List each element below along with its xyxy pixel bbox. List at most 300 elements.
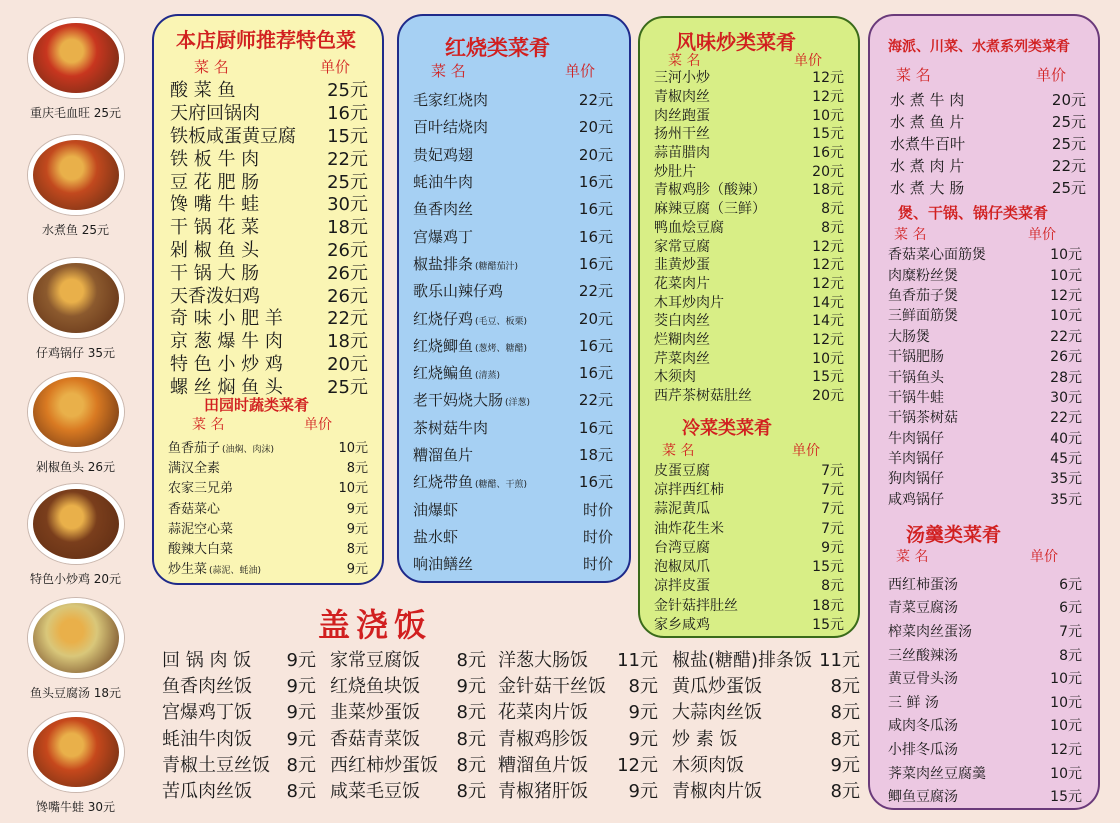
dish-photo-card bbox=[8, 135, 143, 238]
menu-item-name-text: 干锅牛蛙 bbox=[888, 389, 944, 406]
menu-item-price: 9元 bbox=[286, 676, 316, 698]
menu-item-name-text: 金针菇干丝饭 bbox=[498, 676, 606, 698]
menu-item-name bbox=[413, 444, 473, 465]
menu-item-price: 10元 bbox=[812, 350, 844, 367]
menu-item-name bbox=[654, 366, 696, 386]
menu-item-name-text: 青椒猪肝饭 bbox=[498, 781, 588, 803]
menu-item bbox=[162, 646, 316, 672]
menu-item bbox=[330, 777, 486, 803]
menu-item-name bbox=[413, 526, 458, 547]
dish-photo bbox=[28, 18, 124, 98]
menu-item-name-text: 糟溜鱼片饭 bbox=[498, 754, 588, 776]
menu-item-price: 8元 bbox=[628, 676, 658, 698]
menu-item-name-text: 牛肉锅仔 bbox=[888, 430, 944, 447]
menu-item-price: 10元 bbox=[1050, 247, 1082, 264]
menu-item bbox=[498, 751, 658, 777]
menu-item bbox=[162, 751, 316, 777]
menu-item-name-text: 泡椒凤爪 bbox=[654, 559, 710, 576]
menu-item-price: 7元 bbox=[821, 520, 844, 537]
menu-item-price: 16元 bbox=[578, 200, 613, 219]
sichuan-panel bbox=[868, 14, 1100, 810]
menu-item bbox=[498, 725, 658, 751]
soup-name-header: 菜 名 bbox=[896, 549, 929, 565]
col-price-header: 单价 bbox=[794, 53, 822, 69]
menu-item bbox=[888, 468, 1082, 488]
panel-title: 风味炒类菜肴 bbox=[676, 30, 796, 54]
menu-item-price: 10元 bbox=[1050, 308, 1082, 325]
menu-item-price: 10元 bbox=[812, 107, 844, 124]
menu-item bbox=[888, 489, 1082, 509]
menu-item-price: 16元 bbox=[578, 473, 613, 492]
menu-item-name-text: 香菇菜心面筋煲 bbox=[888, 247, 986, 264]
menu-item-name bbox=[654, 86, 710, 106]
menu-item-price: 22元 bbox=[578, 282, 613, 301]
menu-item bbox=[654, 124, 844, 143]
menu-item-price: 26元 bbox=[327, 285, 368, 307]
menu-item-name-text: 毛家红烧肉 bbox=[413, 91, 489, 110]
menu-item-price: 9元 bbox=[346, 501, 368, 517]
menu-item-price: 14元 bbox=[812, 294, 844, 311]
menu-item-name bbox=[888, 285, 958, 305]
menu-item-price: 8元 bbox=[821, 201, 844, 218]
sub-price-header: 单价 bbox=[1028, 227, 1056, 243]
menu-item-name bbox=[890, 133, 965, 154]
menu-item bbox=[162, 777, 316, 803]
soup-section-title: 汤羹类菜肴 bbox=[906, 524, 1002, 546]
menu-item-price: 25元 bbox=[327, 376, 368, 398]
dish-photo bbox=[28, 372, 124, 452]
menu-item-name-text: 京 葱 爆 牛 肉 bbox=[170, 331, 283, 353]
menu-item-price: 15元 bbox=[812, 126, 844, 143]
menu-item-price: 22元 bbox=[1050, 328, 1082, 345]
menu-item-name-text: 铁板咸蛋黄豆腐 bbox=[170, 126, 296, 147]
dish-caption: 馋嘴牛蛙 30元 bbox=[35, 800, 116, 814]
menu-item-price: 8元 bbox=[456, 650, 486, 672]
menu-item-price: 16元 bbox=[578, 227, 613, 246]
menu-item-name-text: 榨菜肉丝蛋汤 bbox=[888, 623, 972, 640]
menu-item-name bbox=[654, 348, 710, 368]
dish-caption: 仔鸡锅仔 35元 bbox=[35, 346, 116, 360]
menu-item-name bbox=[162, 646, 251, 672]
menu-item-name-text: 干锅鱼头 bbox=[888, 369, 944, 386]
menu-item bbox=[654, 367, 844, 386]
menu-item bbox=[888, 305, 1082, 325]
menu-item bbox=[162, 672, 316, 698]
menu-item-price: 15元 bbox=[1050, 789, 1082, 806]
dish-photo bbox=[28, 484, 124, 564]
menu-item bbox=[170, 192, 368, 215]
menu-item-name bbox=[413, 226, 473, 247]
menu-item-name-text: 特 色 小 炒 鸡 bbox=[170, 353, 283, 375]
sub-price-header: 单价 bbox=[304, 417, 332, 433]
menu-item bbox=[890, 176, 1086, 198]
menu-item bbox=[672, 646, 860, 672]
menu-item-price: 22元 bbox=[327, 308, 368, 330]
menu-item-price: 8元 bbox=[286, 754, 316, 776]
menu-item-name-text: 红烧鱼块饭 bbox=[330, 676, 420, 698]
menu-item-name-text: 红烧仔鸡 bbox=[413, 309, 474, 328]
menu-item-name bbox=[168, 437, 274, 456]
menu-item-price: 22元 bbox=[1050, 410, 1082, 427]
menu-item-price: 16元 bbox=[812, 145, 844, 162]
menu-item-name bbox=[654, 105, 710, 125]
menu-item-name-text: 水煮牛百叶 bbox=[890, 134, 966, 153]
menu-item-price: 10元 bbox=[1050, 671, 1082, 688]
menu-item bbox=[654, 556, 844, 575]
menu-item bbox=[888, 326, 1082, 346]
menu-item bbox=[654, 143, 844, 162]
pot-section-title: 煲、干锅、锅仔类菜肴 bbox=[898, 204, 1049, 222]
menu-item-name bbox=[888, 326, 930, 346]
menu-item-price: 12元 bbox=[812, 257, 844, 274]
menu-item-name-text: 盐水虾 bbox=[413, 527, 459, 546]
menu-item bbox=[672, 672, 860, 698]
menu-item-name-text: 肉丝跑蛋 bbox=[654, 107, 710, 124]
menu-item-price: 22元 bbox=[327, 148, 368, 170]
menu-item-name-text: 油爆虾 bbox=[413, 500, 459, 519]
menu-item-name-text: 肉糜粉丝煲 bbox=[888, 267, 958, 284]
menu-item-name bbox=[330, 698, 420, 724]
menu-item-name bbox=[413, 417, 488, 438]
menu-item bbox=[888, 619, 1082, 643]
menu-item-price: 30元 bbox=[327, 194, 368, 216]
soup-price-header: 单价 bbox=[1030, 549, 1058, 565]
menu-item bbox=[413, 304, 613, 331]
menu-item bbox=[498, 672, 658, 698]
menu-item-note: (毛豆、板栗) bbox=[475, 316, 528, 327]
menu-item-price: 9元 bbox=[286, 702, 316, 724]
menu-item-name bbox=[888, 387, 944, 407]
menu-item-price: 8元 bbox=[1059, 647, 1082, 664]
menu-item-name bbox=[888, 346, 944, 366]
col-name-header: 菜 名 bbox=[431, 62, 466, 80]
menu-item bbox=[654, 518, 844, 537]
menu-item bbox=[170, 215, 368, 238]
menu-item bbox=[168, 456, 368, 476]
cold-dish-section-title: 冷菜类菜肴 bbox=[682, 418, 772, 439]
dish-caption: 剁椒鱼头 26元 bbox=[35, 460, 116, 474]
menu-item-name bbox=[162, 672, 252, 698]
menu-item-name bbox=[888, 668, 958, 688]
menu-item-price: 8元 bbox=[346, 542, 368, 558]
menu-item-name bbox=[413, 308, 527, 329]
menu-item-name bbox=[672, 672, 762, 698]
menu-item-price: 35元 bbox=[1050, 471, 1082, 488]
menu-item-price: 8元 bbox=[830, 781, 860, 803]
menu-item-name bbox=[654, 614, 710, 634]
menu-item bbox=[890, 132, 1086, 154]
menu-item-name bbox=[413, 89, 488, 110]
menu-item-name bbox=[672, 698, 762, 724]
menu-item bbox=[654, 499, 844, 518]
menu-item-price: 9元 bbox=[628, 702, 658, 724]
menu-item bbox=[170, 146, 368, 169]
menu-item-price: 12元 bbox=[812, 89, 844, 106]
menu-item-name bbox=[890, 155, 964, 176]
menu-item-name-text: 青椒鸡胗饭 bbox=[498, 728, 588, 750]
menu-item-price: 30元 bbox=[1050, 389, 1082, 406]
menu-item-price: 25元 bbox=[1051, 112, 1086, 131]
menu-item-name-text: 蒜泥黄瓜 bbox=[654, 501, 710, 518]
menu-item-name-text: 满汉全素 bbox=[168, 460, 221, 476]
menu-item-name-text: 歌乐山辣仔鸡 bbox=[413, 282, 504, 301]
menu-item-price: 18元 bbox=[327, 217, 368, 239]
menu-item-price: 8元 bbox=[456, 781, 486, 803]
menu-item-name bbox=[498, 777, 588, 803]
menu-item-price: 9元 bbox=[456, 676, 486, 698]
menu-item-price: 18元 bbox=[812, 597, 844, 614]
menu-item bbox=[654, 311, 844, 330]
menu-item bbox=[888, 572, 1082, 596]
menu-item bbox=[888, 448, 1082, 468]
menu-item-name-text: 木须肉饭 bbox=[672, 754, 744, 776]
menu-item-name-text: 水 煮 鱼 片 bbox=[890, 112, 965, 131]
menu-item-price: 10元 bbox=[1050, 718, 1082, 735]
braised-panel bbox=[397, 14, 631, 583]
menu-item bbox=[654, 348, 844, 367]
menu-item-price: 时价 bbox=[582, 500, 613, 519]
menu-item-price: 9元 bbox=[286, 728, 316, 750]
menu-item bbox=[330, 646, 486, 672]
menu-item-name-text: 花菜肉片 bbox=[654, 275, 710, 292]
menu-item bbox=[888, 428, 1082, 448]
menu-item-name bbox=[654, 518, 724, 538]
menu-item bbox=[170, 78, 368, 101]
menu-item-price: 12元 bbox=[812, 331, 844, 348]
menu-item-name bbox=[888, 448, 944, 468]
menu-item-name-text: 宫爆鸡丁饭 bbox=[162, 702, 252, 724]
menu-item bbox=[654, 460, 844, 479]
menu-item bbox=[888, 666, 1082, 690]
menu-item-name bbox=[654, 537, 710, 557]
menu-item bbox=[888, 264, 1082, 284]
menu-item bbox=[888, 366, 1082, 386]
menu-item-note: (葱烤、糖醋) bbox=[475, 343, 528, 354]
menu-item-price: 22元 bbox=[1051, 156, 1086, 175]
menu-item-name-text: 荠菜肉丝豆腐羹 bbox=[888, 765, 986, 782]
menu-item-price: 8元 bbox=[456, 702, 486, 724]
menu-item bbox=[654, 274, 844, 293]
menu-item bbox=[888, 346, 1082, 366]
menu-item-name-text: 馋 嘴 牛 蛙 bbox=[170, 194, 260, 216]
dish-photo-card bbox=[8, 712, 143, 815]
menu-item-name-text: 椒盐(糖醋)排条饭 bbox=[672, 650, 813, 672]
menu-item bbox=[498, 777, 658, 803]
menu-item-name-text: 茭白肉丝 bbox=[654, 313, 710, 330]
menu-item-name-text: 家常豆腐饭 bbox=[330, 650, 420, 672]
menu-item-name-text: 韭黄炒蛋 bbox=[654, 257, 710, 274]
col-price-header: 单价 bbox=[1036, 66, 1067, 84]
menu-item-name-text: 皮蛋豆腐 bbox=[654, 462, 710, 479]
dish-photo-card bbox=[8, 598, 143, 701]
menu-item-price: 15元 bbox=[812, 617, 844, 634]
menu-item-name bbox=[168, 518, 233, 537]
sub-price-header: 单价 bbox=[792, 443, 820, 459]
menu-item-price: 28元 bbox=[1050, 369, 1082, 386]
menu-item-name-text: 咸肉冬瓜汤 bbox=[888, 718, 958, 735]
menu-item-name-text: 百叶结烧肉 bbox=[413, 118, 489, 137]
menu-item-price: 45元 bbox=[1050, 451, 1082, 468]
menu-item-name-text: 扬州干丝 bbox=[654, 126, 710, 143]
menu-item-name bbox=[654, 292, 724, 312]
menu-item bbox=[170, 352, 368, 375]
menu-item-name-text: 凉拌皮蛋 bbox=[654, 578, 710, 595]
menu-item-name-text: 狗肉锅仔 bbox=[888, 471, 944, 488]
menu-item-name-text: 台湾豆腐 bbox=[654, 539, 710, 556]
menu-item bbox=[672, 777, 860, 803]
menu-item-price: 9元 bbox=[821, 539, 844, 556]
menu-item-price: 8元 bbox=[456, 728, 486, 750]
menu-item-name-text: 贵妃鸡翅 bbox=[413, 145, 474, 164]
dish-photo bbox=[28, 258, 124, 338]
menu-item-price: 26元 bbox=[1050, 349, 1082, 366]
menu-item-name-text: 鱼香茄子 bbox=[168, 440, 221, 456]
menu-item-name bbox=[330, 672, 420, 698]
dish-photo bbox=[28, 135, 124, 215]
menu-item-price: 25元 bbox=[327, 80, 368, 102]
menu-item bbox=[672, 698, 860, 724]
menu-item-name-text: 奇 味 小 肥 羊 bbox=[170, 308, 283, 330]
menu-item-name-text: 螺 丝 焖 鱼 头 bbox=[170, 376, 283, 398]
menu-item-price: 10元 bbox=[338, 481, 368, 497]
menu-item-name bbox=[888, 645, 958, 665]
menu-item bbox=[170, 124, 368, 147]
menu-item-price: 16元 bbox=[578, 173, 613, 192]
menu-item-price: 12元 bbox=[812, 275, 844, 292]
menu-item-name-text: 茶树菇牛肉 bbox=[413, 418, 489, 437]
menu-item bbox=[654, 87, 844, 106]
menu-item-name-text: 咸菜毛豆饭 bbox=[330, 781, 420, 803]
menu-item bbox=[890, 88, 1086, 110]
menu-item-name-text: 油炸花生米 bbox=[654, 520, 724, 537]
menu-item bbox=[413, 277, 613, 304]
menu-item-price: 9元 bbox=[286, 650, 316, 672]
menu-item-name bbox=[413, 253, 518, 274]
menu-item-price: 8元 bbox=[821, 578, 844, 595]
menu-item-name-text: 西红柿蛋汤 bbox=[888, 576, 958, 593]
menu-item-name bbox=[888, 763, 986, 783]
menu-item-name-text: 红烧带鱼 bbox=[413, 473, 474, 492]
menu-item-name-text: 金针菇拌肚丝 bbox=[654, 597, 738, 614]
menu-item-price: 时价 bbox=[582, 527, 613, 546]
menu-item bbox=[890, 154, 1086, 176]
menu-item-name bbox=[168, 457, 220, 476]
menu-item-price: 20元 bbox=[578, 309, 613, 328]
menu-item-name-text: 蒜苗腊肉 bbox=[654, 145, 710, 162]
dish-photo-card bbox=[8, 484, 143, 587]
menu-item bbox=[168, 517, 368, 537]
menu-item-name-text: 家乡咸鸡 bbox=[654, 617, 710, 634]
menu-item-name bbox=[888, 574, 958, 594]
menu-item-price: 8元 bbox=[346, 460, 368, 476]
menu-item-name-text: 水 煮 大 肠 bbox=[890, 178, 965, 197]
menu-item-name-text: 鸭血烩豆腐 bbox=[654, 219, 724, 236]
menu-item bbox=[888, 244, 1082, 264]
menu-item bbox=[654, 292, 844, 311]
menu-item bbox=[654, 68, 844, 87]
menu-item bbox=[672, 725, 860, 751]
menu-item-name bbox=[654, 198, 766, 218]
menu-item-price: 40元 bbox=[1050, 430, 1082, 447]
menu-item-name-text: 苦瓜肉丝饭 bbox=[162, 781, 252, 803]
menu-item-name-text: 鱼香茄子煲 bbox=[888, 287, 958, 304]
menu-item-name bbox=[654, 67, 710, 87]
menu-item bbox=[170, 101, 368, 124]
menu-item bbox=[654, 105, 844, 124]
menu-item-price: 8元 bbox=[456, 754, 486, 776]
menu-item bbox=[672, 751, 860, 777]
menu-item-name-text: 鲫鱼豆腐汤 bbox=[888, 789, 958, 806]
menu-item-name-text: 大肠煲 bbox=[888, 328, 930, 345]
menu-item-price: 14元 bbox=[812, 313, 844, 330]
dish-photo bbox=[28, 712, 124, 792]
menu-item-name bbox=[498, 751, 588, 777]
menu-item-name bbox=[672, 751, 744, 777]
dish-caption: 重庆毛血旺 25元 bbox=[29, 106, 122, 120]
menu-item-name-text: 韭菜炒蛋饭 bbox=[330, 702, 420, 724]
menu-item-price: 25元 bbox=[1051, 178, 1086, 197]
menu-item bbox=[170, 238, 368, 261]
menu-item-note: (蒜泥、蚝油) bbox=[209, 566, 262, 577]
menu-item bbox=[654, 236, 844, 255]
menu-item-name-text: 回 锅 肉 饭 bbox=[162, 650, 252, 672]
menu-item-name bbox=[888, 739, 958, 759]
menu-item bbox=[413, 86, 613, 113]
menu-item-note: (清蒸) bbox=[475, 371, 501, 382]
menu-item-price: 8元 bbox=[830, 702, 860, 724]
menu-item-price: 20元 bbox=[327, 353, 368, 375]
menu-item-name bbox=[654, 310, 710, 330]
menu-item-name-text: 炒生菜 bbox=[168, 562, 208, 578]
menu-item-name bbox=[888, 715, 958, 735]
menu-item-name bbox=[654, 123, 710, 143]
menu-item-name-text: 西红柿炒蛋饭 bbox=[330, 754, 438, 776]
menu-item-name-text: 小排冬瓜汤 bbox=[888, 741, 958, 758]
menu-item bbox=[168, 497, 368, 517]
menu-item-name-text: 天府回锅肉 bbox=[170, 103, 260, 125]
menu-item bbox=[330, 672, 486, 698]
menu-item bbox=[888, 387, 1082, 407]
col-name-header: 菜 名 bbox=[896, 66, 931, 84]
menu-item-price: 9元 bbox=[628, 781, 658, 803]
menu-item-name-text: 干锅肥肠 bbox=[888, 349, 944, 366]
menu-item-price: 12元 bbox=[617, 754, 658, 776]
menu-item-price: 9元 bbox=[346, 521, 368, 537]
menu-item bbox=[888, 407, 1082, 427]
menu-item-price: 11元 bbox=[819, 650, 860, 672]
stir-fry-panel bbox=[638, 16, 860, 638]
menu-item-name bbox=[890, 111, 964, 132]
menu-item-name-text: 蒜泥空心菜 bbox=[168, 521, 234, 537]
menu-item-name bbox=[413, 335, 527, 356]
menu-item-price: 16元 bbox=[578, 336, 613, 355]
menu-item-price: 7元 bbox=[821, 462, 844, 479]
menu-item-name bbox=[888, 367, 944, 387]
menu-item-name-text: 羊肉锅仔 bbox=[888, 451, 944, 468]
menu-item-name bbox=[498, 646, 588, 672]
menu-item-price: 7元 bbox=[821, 501, 844, 518]
menu-item-name bbox=[888, 305, 958, 325]
menu-item-name bbox=[413, 198, 473, 219]
menu-item-name-text: 水 煮 肉 片 bbox=[890, 156, 965, 175]
sub-name-header: 菜 名 bbox=[192, 417, 225, 433]
menu-item-name bbox=[162, 751, 270, 777]
menu-item bbox=[168, 558, 368, 578]
menu-item-name bbox=[654, 575, 710, 595]
menu-item-name bbox=[168, 498, 220, 517]
menu-item-name bbox=[888, 265, 958, 285]
menu-item-name-text: 红烧鳊鱼 bbox=[413, 364, 474, 383]
